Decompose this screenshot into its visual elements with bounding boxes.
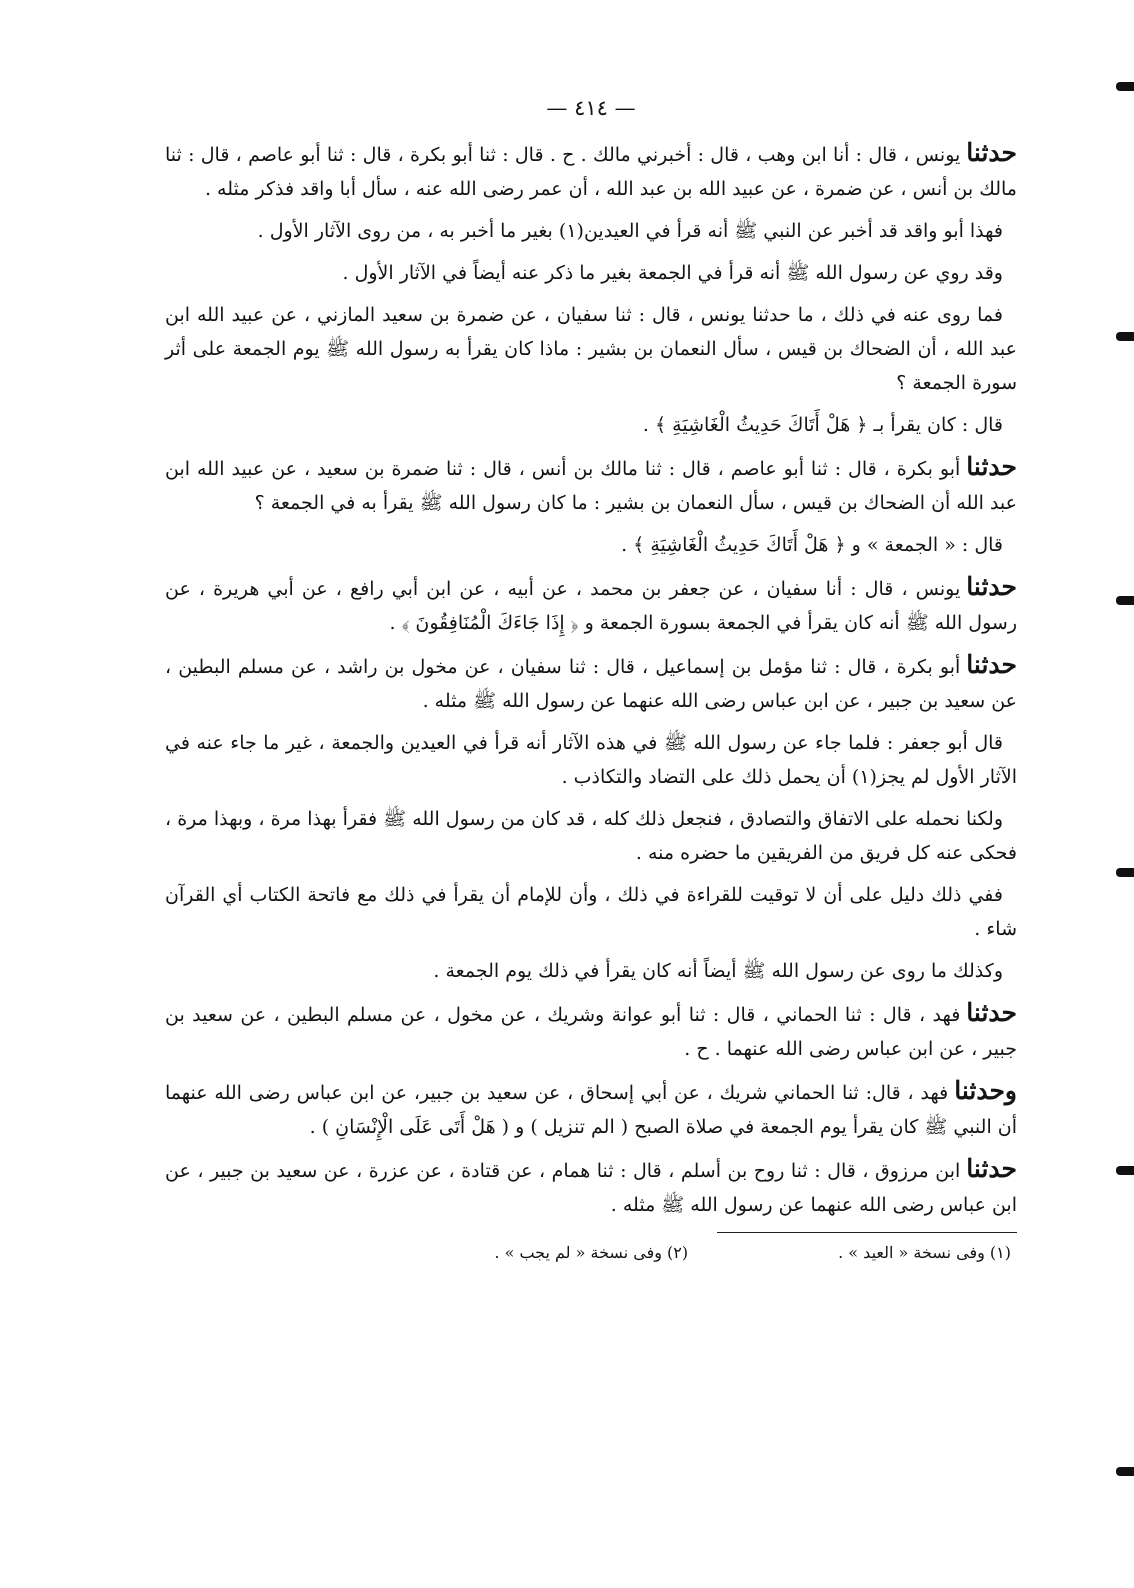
paragraph-lead-word: حدثنا: [966, 452, 1017, 481]
commentary-paragraph: [165, 214, 1017, 248]
paragraph-text: وكذلك ما روى عن رسول الله ﷺ أيضاً أنه كان يقرأ في ذلك يوم الجمعة .: [433, 960, 1003, 982]
footnote: (٢) وفى نسخة « لم يجب » .: [494, 1243, 689, 1262]
book-page: [165, 96, 1017, 1566]
commentary-paragraph: [165, 802, 1017, 870]
commentary-paragraph: [165, 256, 1017, 290]
paragraph-lead-word: حدثنا: [966, 1154, 1017, 1183]
page-edge-mark: [1116, 1166, 1134, 1175]
page-edge-mark: [1116, 1467, 1134, 1476]
paragraph-text: ابن مرزوق ، قال : ثنا روح بن أسلم ، قال : ثنا همام ، عن قتادة ، عن عزرة ، عن سعيد بن جبير ، عن ابن عباس رضى الله عنهما عن رسول الله ﷺ مثله .: [165, 1160, 1017, 1216]
paragraph-lead-word: حدثنا: [966, 138, 1017, 167]
paragraph-lead-word: حدثنا: [966, 650, 1017, 679]
commentary-paragraph: [165, 878, 1017, 946]
paragraph-text: قال أبو جعفر : فلما جاء عن رسول الله ﷺ في هذه الآثار أنه قرأ في العيدين والجمعة ، غير ما جاء عنه في الآثار الأول لم يجز(١) أن يحمل ذلك على التضاد والتكاذب .: [165, 732, 1017, 788]
paragraph-text: ولكنا نحمله على الاتفاق والتصادق ، فنجعل ذلك كله ، قد كان من رسول الله ﷺ فقرأ بهذا مرة ، وبهذا مرة ، فحكى عنه كل فريق من الفريقين ما حضره منه .: [165, 808, 1017, 864]
hadith-paragraph: [165, 1152, 1017, 1222]
paragraph-text: يونس ، قال : أنا سفيان ، عن جعفر بن محمد ، عن أبيه ، عن ابن أبي رافع ، عن أبي هريرة ، عن رسول الله ﷺ أنه كان يقرأ في الجمعة بسورة الجمعة و ﴿ إِذَا جَاءَكَ الْمُنَافِقُونَ ﴾ .: [165, 578, 1017, 634]
hadith-paragraph: [165, 1074, 1017, 1144]
hadith-paragraph: [165, 450, 1017, 520]
commentary-paragraph: [165, 726, 1017, 794]
paragraph-text: أبو بكرة ، قال : ثنا مؤمل بن إسماعيل ، قال : ثنا سفيان ، عن مخول بن راشد ، عن مسلم البطين ، عن سعيد بن جبير ، عن ابن عباس رضى الله عنهما عن رسول الله ﷺ مثله .: [165, 656, 1017, 712]
paragraph-lead-word: وحدثنا: [954, 1076, 1017, 1105]
commentary-paragraph: [165, 298, 1017, 400]
page-number: — ٤١٤ —: [546, 96, 636, 120]
footnote: (١) وفى نسخة « العيد » .: [838, 1243, 1011, 1262]
hadith-paragraph: [165, 570, 1017, 640]
paragraph-text: قال : كان يقرأ بـ ﴿ هَلْ أَتَاكَ حَدِيثُ الْغَاشِيَةِ ﴾ .: [642, 414, 1003, 436]
commentary-paragraph: [165, 408, 1017, 442]
paragraph-text: قال : « الجمعة » و ﴿ هَلْ أَتَاكَ حَدِيثُ الْغَاشِيَةِ ﴾ .: [621, 534, 1003, 556]
paragraph-text: فهد ، قال : ثنا الحماني ، قال : ثنا أبو عوانة وشريك ، عن مخول ، عن مسلم البطين ، عن سعيد بن جبير ، عن ابن عباس رضى الله عنهما . ح .: [165, 1004, 1017, 1060]
commentary-paragraph: [165, 528, 1017, 562]
paragraph-text: فهد ، قال: ثنا الحماني شريك ، عن أبي إسحاق ، عن سعيد بن جبير، عن ابن عباس رضى الله عنهما أن النبي ﷺ كان يقرأ يوم الجمعة في صلاة الصبح ( الم تنزيل ) و ( هَلْ أَتَى عَلَى الْإِنْسَانِ ) .: [165, 1082, 1017, 1138]
paragraph-lead-word: حدثنا: [966, 572, 1017, 601]
paragraph-lead-word: حدثنا: [966, 998, 1017, 1027]
footnote-divider: [717, 1232, 1017, 1233]
hadith-paragraph: [165, 648, 1017, 718]
paragraph-text: وقد روي عن رسول الله ﷺ أنه قرأ في الجمعة بغير ما ذكر عنه أيضاً في الآثار الأول .: [342, 262, 1003, 284]
paragraph-text: ففي ذلك دليل على أن لا توقيت للقراءة في ذلك ، وأن للإمام أن يقرأ في ذلك مع فاتحة الكتاب أي القرآن شاء .: [165, 884, 1017, 940]
footnotes: [165, 1243, 1017, 1262]
page-edge-mark: [1116, 82, 1134, 91]
paragraph-text: يونس ، قال : أنا ابن وهب ، قال : أخبرني مالك . ح . قال : ثنا أبو بكرة ، قال : ثنا أبو عاصم ، قال : ثنا مالك بن أنس ، عن ضمرة ، عن عبيد الله بن عبد الله ، أن عمر رضى الله عنه ، سأل أبا واقد فذكر مثله .: [165, 144, 1017, 200]
commentary-paragraph: [165, 954, 1017, 988]
hadith-paragraph: [165, 996, 1017, 1066]
page-edge-mark: [1116, 868, 1134, 877]
paragraph-text: فهذا أبو واقد قد أخبر عن النبي ﷺ أنه قرأ في العيدين(١) بغير ما أخبر به ، من روى الآثار الأول .: [257, 220, 1003, 242]
paragraph-text: فما روى عنه في ذلك ، ما حدثنا يونس ، قال : ثنا سفيان ، عن ضمرة بن سعيد المازني ، عن عبيد الله ابن عبد الله ، أن الضحاك بن قيس ، سأل النعمان بن بشير : ماذا كان يقرأ به رسول الله ﷺ يوم الجمعة على أثر سورة الجمعة ؟: [165, 304, 1018, 394]
hadith-paragraph: [165, 136, 1017, 206]
page-edge-mark: [1116, 332, 1134, 341]
page-edge-mark: [1116, 596, 1134, 605]
paragraph-text: أبو بكرة ، قال : ثنا أبو عاصم ، قال : ثنا مالك بن أنس ، قال : ثنا ضمرة بن سعيد ، عن عبيد الله ابن عبد الله أن الضحاك بن قيس ، سأل النعمان بن بشير : ما كان رسول الله ﷺ يقرأ به في الجمعة ؟: [165, 458, 1017, 514]
